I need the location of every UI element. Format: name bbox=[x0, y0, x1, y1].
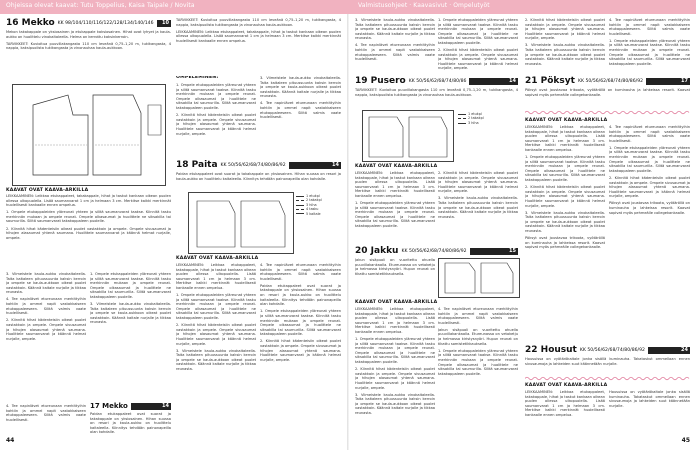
pattern-diagram-20 bbox=[438, 258, 520, 298]
section-number: 19 Pusero bbox=[355, 76, 406, 86]
body-text-18f: 1. Ompele etukappaleiden yläreunat yhteen ja silitä saumanvarat taakse. Kiinnitä tasku merkinnän mukaan ja ompele reunat. Ompele olkasaumat ja huolittele ne siksakilla tai saumurilla. Silitä saumanvarat takakappaleen puolelle. bbox=[260, 309, 341, 337]
body-text-3c: 3. Viimeistele kaula-aukko vinokaitaleella. Taita kaitaleen pituussuunta kaksin kerroin ja ompele se kaula-aukkoon oikeat puolet vastakkain. Käännä kaitale nurjalle ja tikkaa reunasta. bbox=[260, 76, 341, 99]
intro-text: Mekon takakappale on yksiosainen ja etukappale kaksiosainen. Hihat ovat lyhyet ja kaula-aukko on huolittelu vinokaitaleella. Helma on kerrottu kaksinkerroin. bbox=[6, 30, 171, 39]
section-header-22 bbox=[525, 345, 690, 355]
body-text-21d: 3. Viimeistele kaula-aukko vinokaitaleella. Taita kaitaleen pituussuunta kaksin kerroin ja ompele se kaula-aukkoon oikeat puolet vastakkain. Käännä kaitale nurjalle ja tikkaa reunasta. bbox=[525, 210, 605, 233]
left-right-col-top bbox=[176, 18, 341, 74]
section-bar bbox=[289, 162, 341, 169]
legend-line bbox=[296, 196, 304, 197]
section-18-intro bbox=[176, 172, 341, 190]
section-21-intro bbox=[525, 88, 690, 108]
section-20-col-b bbox=[438, 307, 518, 438]
section-20-intro bbox=[355, 258, 435, 298]
body-text-f4: 1. Ompele etukappaleiden yläreunat yhteen ja silitä saumanvarat taakse. Kiinnitä tasku merkinnän mukaan ja ompele reunat. Ompele olkasaumat ja huolittele ne siksakilla tai saumurilla. Silitä saumanvarat takakappaleen puolelle. bbox=[609, 38, 690, 66]
section-21-col-b bbox=[609, 125, 690, 340]
page-number-right: 45 bbox=[681, 437, 690, 444]
header-right-text: Valmistusohjeet · Kaavasivut · Ompelutyöt bbox=[358, 2, 490, 9]
cut-text-20: LEIKKAAMINEN: Leikkaa etukappaleet, takakappale, hihat ja taskut kankaan oikean puolen ollessa ulkopuolella. Lisää saumanvarat 1 cm ja helmaan 3 cm. Merkitse kaikki merkinnät huolellisesti kankaalle ennen ompelua. bbox=[355, 307, 435, 334]
pattern-legend-19 bbox=[458, 112, 484, 125]
body-text-19c: 3. Viimeistele kaula-aukko vinokaitaleella. Taita kaitaleen pituussuunta kaksin kerroin ja ompele se kaula-aukkoon oikeat puolet vastakkain. Käännä kaitale nurjalle ja tikkaa reunasta. bbox=[438, 196, 518, 219]
section-22-col-b bbox=[609, 390, 690, 438]
section-page: 10 bbox=[162, 20, 169, 26]
pattern-diagram-19 bbox=[362, 110, 454, 162]
body-text-20d: 3. Viimeistele kaula-aukko vinokaitaleella. Taita kaitaleen pituussuunta kaksin kerroin ja ompele se kaula-aukkoon oikeat puolet vastakkain. Käännä kaitale nurjalle ja tikkaa reunasta. bbox=[355, 392, 435, 415]
body-text-20e: 4. Tee napinlävet etureunaan merkittyihin kohtiin ja ommel napit vastakkaiseen etukappaleeseen. Silitä valmis vaate huolellisesti. bbox=[438, 307, 518, 325]
pattern-heading-20: KAAVAT OVAT KAAVA-ARKILLA bbox=[355, 300, 438, 305]
section-bar bbox=[646, 78, 690, 85]
section-16-col-c bbox=[6, 404, 86, 438]
section-22-col-a bbox=[525, 390, 605, 438]
pattern-diagram-18 bbox=[188, 192, 294, 254]
legend-item bbox=[296, 212, 322, 216]
body-text-1: 1. Ompele etukappaleiden yläreunat yhteen ja silitä saumanvarat taakse. Kiinnitä tasku merkinnän mukaan ja ompele reunat. Ompele olkasaumat ja huolittele ne siksakilla tai saumurilla. Silitä saumanvarat takakappaleen puolelle. bbox=[6, 210, 171, 224]
body-text-4: 4. Tee napinlävet etureunaan merkittyihin kohtiin ja ommel napit vastakkaiseen etukappaleeseen. Silitä valmis vaate huolellisesti. bbox=[6, 297, 86, 316]
pattern-heading-22: KAAVAT OVAT KAAVA-ARKILLA bbox=[525, 383, 608, 388]
body-text-4c: 4. Tee napinlävet etureunaan merkittyihin kohtiin ja ommel napit vastakkaiseen etukappaleeseen. Silitä valmis vaate huolellisesti. bbox=[260, 101, 341, 120]
body-text-r1: 3. Viimeistele kaula-aukko vinokaitaleella. Taita kaitaleen pituussuunta kaksin kerroin ja ompele se kaula-aukkoon oikeat puolet vastakkain. Käännä kaitale nurjalle ja tikkaa reunasta. bbox=[355, 18, 435, 41]
legend-line bbox=[458, 114, 466, 115]
section-19-intro bbox=[355, 88, 518, 108]
body-text-r4: 2. Kiinnitä hihat kädenteisiin oikeat puolet vastakkain ja ompele. Ompele sivusaumat ja hihojen alasaumat yhtenä saumana. Huolittele saumanvarat ja käännä helmat nurjalle, ompele. bbox=[438, 48, 518, 71]
section-header-16 bbox=[6, 18, 171, 28]
section-22-intro bbox=[525, 357, 690, 375]
legend-label: 1 etukpl bbox=[468, 112, 482, 116]
section-bar bbox=[470, 248, 518, 255]
section-19-col-a bbox=[355, 171, 435, 243]
cut-text-19: LEIKKAAMINEN: Leikkaa etukappaleet, takakappale, hihat ja taskut kankaan oikean puolen ollessa ulkopuolella. Lisää saumanvarat 1 cm ja helmaan 3 cm. Merkitse kaikki merkinnät huolellisesti kankaalle ennen ompelua. bbox=[355, 171, 435, 198]
body-text-r2: 4. Tee napinlävet etureunaan merkittyihin kohtiin ja ommel napit vastakkaiseen etukappaleeseen. Silitä valmis vaate huolellisesti. bbox=[355, 43, 435, 62]
body-text-2: 2. Kiinnitä hihat kädenteisiin oikeat puolet vastakkain ja ompele. Ompele sivusaumat ja hihojen alasaumat yhtenä saumana. Huolittele saumanvarat ja käännä helmat nurjalle, ompele. bbox=[6, 226, 171, 240]
body-text-21b: 1. Ompele etukappaleiden yläreunat yhteen ja silitä saumanvarat taakse. Kiinnitä tasku merkinnän mukaan ja ompele reunat. Ompele olkasaumat ja huolittele ne siksakilla tai saumurilla. Silitä saumanvarat takakappaleen puolelle. bbox=[525, 155, 605, 183]
pattern-drawing bbox=[13, 85, 165, 185]
page-spine bbox=[347, 14, 349, 450]
section-19-col-b bbox=[438, 171, 518, 243]
materials-text-b: TARVIKKEET: Kuvioitua puuvillakangasta 110 cm leveänä 0,75–1,20 m, tukikangasta, 4 nappia, kaksipuolista tukikangasta ja vinonauhaa kaula-aukkoon. bbox=[176, 18, 341, 27]
top-bar bbox=[0, 0, 696, 14]
body-text-f2: 3. Viimeistele kaula-aukko vinokaitaleella. Taita kaitaleen pituussuunta kaksin kerroin ja ompele se kaula-aukkoon oikeat puolet vastakkain. Käännä kaitale nurjalle ja tikkaa reunasta. bbox=[525, 43, 605, 66]
section-20-col-a bbox=[355, 307, 435, 438]
left-right-col-b bbox=[260, 76, 341, 156]
left-right-col-a bbox=[176, 76, 256, 156]
legend-label: 5 kaitale bbox=[306, 211, 321, 216]
section-18-col-a bbox=[176, 263, 256, 438]
section-bar bbox=[648, 347, 690, 354]
body-text-5: Paidan etukappaleet ovat suorat ja takakappale on yksiosainen. Hihan suussa on resori ja kaula-aukko on huolittelu kaitaleella. Kiinnitys tehdään painonapeilla olan kohdalle. bbox=[90, 412, 171, 435]
pattern-heading-19: KAAVAT OVAT KAAVA-ARKILLA bbox=[355, 164, 438, 169]
intro-text-18: Paidan etukappaleet ovat suorat ja takakappale on yksiosainen. Hihan suussa on resori ja kaula-aukko on huolittelu kaitaleella. Kiinnitys tehdään painonapeilla olan kohdalle. bbox=[176, 172, 341, 181]
section-bar bbox=[157, 20, 172, 27]
legend-line bbox=[296, 200, 304, 201]
body-text-22a: Housuissa on vyötärökaitale jonka sisällä kuminauha. Takataskut ommellaan ennen sivusaumoja ja lahkeiden suut käännetään nurjalle. bbox=[525, 357, 690, 366]
legend-label: 3 hiha bbox=[306, 202, 317, 207]
body-text-20a: Jakun sisäpuoli on vuoritettu ohuella puuvillakankaalla. Etureunassa on vetoketju ja helmassa kiristysnyöri. Hupun reunat on tikattu somistetikkauksella. bbox=[355, 258, 435, 276]
body-text-20b: 1. Ompele etukappaleiden yläreunat yhteen ja silitä saumanvarat taakse. Kiinnitä tasku merkinnän mukaan ja ompele reunat. Ompele olkasaumat ja huolittele ne siksakilla tai saumurilla. Silitä saumanvarat takakappaleen puolelle. bbox=[355, 337, 435, 365]
body-text-f3: 4. Tee napinlävet etureunaan merkittyihin kohtiin ja ommel napit vastakkaiseen etukappaleeseen. Silitä valmis vaate huolellisesti. bbox=[609, 18, 690, 36]
body-text-18d: 4. Tee napinlävet etureunaan merkittyihin kohtiin ja ommel napit vastakkaiseen etukappaleeseen. Silitä valmis vaate huolellisesti. bbox=[260, 263, 341, 281]
body-text-21g: 1. Ompele etukappaleiden yläreunat yhteen ja silitä saumanvarat taakse. Kiinnitä tasku merkinnän mukaan ja ompele reunat. Ompele olkasaumat ja huolittele ne siksakilla tai saumurilla. Silitä saumanvarat takakappaleen puolelle. bbox=[609, 145, 690, 173]
section-bar bbox=[469, 78, 518, 85]
body-text-f1: 2. Kiinnitä hihat kädenteisiin oikeat puolet vastakkain ja ompele. Ompele sivusaumat ja hihojen alasaumat yhtenä saumana. Huolittele saumanvarat ja käännä helmat nurjalle, ompele. bbox=[525, 18, 605, 41]
section-number: 22 Housut bbox=[525, 345, 577, 355]
section-number: 18 Paita bbox=[176, 160, 218, 170]
body-text-22b: Housuissa on vyötärökaitale jonka sisällä kuminauha. Takataskut ommellaan ennen sivusaumoja ja lahkeiden suut käännetään nurjalle. bbox=[609, 390, 690, 408]
body-text-21a: Pöksyt ovat joustavaa trikoota, vyötäröllä on kuminauha ja lahkeissa resorit. Kaavat sopivat myös pehmeälle collegekankaalle. bbox=[525, 88, 690, 97]
body-text-2b: 2. Kiinnitä hihat kädenteisiin oikeat puolet vastakkain ja ompele. Ompele sivusaumat ja hihojen alasaumat yhtenä saumana. Huolittele saumanvarat ja käännä helmat nurjalle, ompele. bbox=[6, 318, 86, 341]
body-text-18g: 2. Kiinnitä hihat kädenteisiin oikeat puolet vastakkain ja ompele. Ompele sivusaumat ja hihojen alasaumat yhtenä saumana. Huolittele saumanvarat ja käännä helmat nurjalle, ompele. bbox=[260, 339, 341, 362]
section-16-intro bbox=[6, 30, 171, 82]
section-16-col-b bbox=[90, 272, 171, 402]
body-text-2c: 2. Kiinnitä hihat kädenteisiin oikeat puolet vastakkain ja ompele. Ompele sivusaumat ja hihojen alasaumat yhtenä saumana. Huolittele saumanvarat ja käännä helmat nurjalle, ompele. bbox=[176, 113, 256, 136]
body-text-18e: Paidan etukappaleet ovat suorat ja takakappale on yksiosainen. Hihan suussa on resori ja kaula-aukko on huolittelu kaitaleella. Kiinnitys tehdään painonapeilla olan kohdalle. bbox=[260, 283, 341, 307]
section-16-col-a bbox=[6, 272, 86, 402]
legend-label: 1 etukpl bbox=[306, 194, 320, 198]
legend-line bbox=[296, 205, 304, 206]
section-header-19 bbox=[355, 76, 518, 86]
body-text-18b: 2. Kiinnitä hihat kädenteisiin oikeat puolet vastakkain ja ompele. Ompele sivusaumat ja hihojen alasaumat yhtenä saumana. Huolittele saumanvarat ja käännä helmat nurjalle, ompele. bbox=[176, 323, 256, 346]
sewing-heading: OMPELEMINEN: bbox=[176, 76, 219, 80]
pattern-heading-18: KAAVAT OVAT KAAVA-ARKILLA bbox=[176, 256, 259, 261]
section-code: KK 50/56/62/68/74/80/86/92 bbox=[577, 78, 644, 84]
cut-text-b: LEIKKAAMINEN: Leikkaa etukappaleet, takakappale, hihat ja taskut kankaan oikean puolen ollessa ulkopuolella. Lisää saumanvarat 1 cm ja helmaan 3 cm. Merkitse kaikki merkinnät huolellisesti kankaalle ennen ompelua. bbox=[176, 29, 341, 43]
cut-text: LEIKKAAMINEN: Leikkaa etukappaleet, takakappale, hihat ja taskut kankaan oikean puolen ollessa ulkopuolella. Lisää saumanvarat 1 cm ja helmaan 3 cm. Merkitse kaikki merkinnät huolellisesti kankaalle ennen ompelua. bbox=[6, 194, 171, 208]
section-bar bbox=[131, 403, 171, 410]
section-16-body bbox=[6, 194, 171, 270]
section-number: 16 Mekko bbox=[6, 18, 55, 28]
header-left-text: Ohjeissa olevat kaavat: Tutu Toppelius, Kaisa Taipale / Novita bbox=[6, 2, 195, 9]
body-text-19a: 1. Ompele etukappaleiden yläreunat yhteen ja silitä saumanvarat taakse. Kiinnitä tasku merkinnän mukaan ja ompele reunat. Ompele olkasaumat ja huolittele ne siksakilla tai saumurilla. Silitä saumanvarat takakappaleen puolelle. bbox=[355, 201, 435, 229]
legend-label: 2 takakpl bbox=[306, 198, 322, 203]
legend-line bbox=[458, 123, 466, 124]
pattern-diagram-16 bbox=[12, 84, 166, 186]
pattern-legend-18 bbox=[296, 194, 322, 216]
body-text-1c: 1. Ompele etukappaleiden yläreunat yhteen ja silitä saumanvarat taakse. Kiinnitä tasku merkinnän mukaan ja ompele reunat. Ompele olkasaumat ja huolittele ne siksakilla tai saumurilla. Silitä saumanvarat takakappaleen puolelle. bbox=[176, 83, 256, 111]
right-far-col-a-top bbox=[525, 18, 605, 74]
section-header-17 bbox=[90, 402, 171, 410]
section-18-col-b bbox=[260, 263, 341, 438]
section-page: 17 bbox=[681, 78, 688, 84]
cut-text-18: LEIKKAAMINEN: Leikkaa etukappaleet, takakappale, hihat ja taskut kankaan oikean puolen ollessa ulkopuolella. Lisää saumanvarat 1 cm ja helmaan 3 cm. Merkitse kaikki merkinnät huolellisesti kankaalle ennen ompelua. bbox=[176, 263, 256, 290]
legend-label: 2 takakpl bbox=[468, 116, 484, 121]
body-text-20c: 2. Kiinnitä hihat kädenteisiin oikeat puolet vastakkain ja ompele. Ompele sivusaumat ja hihojen alasaumat yhtenä saumana. Huolittele saumanvarat ja käännä helmat nurjalle, ompele. bbox=[355, 367, 435, 390]
section-code: KK 50/56/62/68/74/80/86/92 bbox=[401, 248, 467, 254]
section-page: 24 bbox=[681, 347, 688, 353]
section-code: KK 50/56/62/68/74/80/86/92 bbox=[220, 162, 286, 168]
pattern-drawing bbox=[363, 111, 453, 161]
body-text-21c: 2. Kiinnitä hihat kädenteisiin oikeat puolet vastakkain ja ompele. Ompele sivusaumat ja hihojen alasaumat yhtenä saumana. Huolittele saumanvarat ja käännä helmat nurjalle, ompele. bbox=[525, 185, 605, 208]
right-col-a-top bbox=[355, 18, 435, 74]
legend-line bbox=[296, 213, 304, 214]
section-page: 15 bbox=[509, 248, 516, 254]
legend-line bbox=[296, 209, 304, 210]
section-number: 21 Pöksyt bbox=[525, 76, 575, 86]
legend-item bbox=[458, 121, 484, 125]
section-number: 20 Jakku bbox=[355, 246, 399, 256]
cut-text-21: LEIKKAAMINEN: Leikkaa etukappaleet, takakappale, hihat ja taskut kankaan oikean puolen ollessa ulkopuolella. Lisää saumanvarat 1 cm ja helmaan 3 cm. Merkitse kaikki merkinnät huolellisesti kankaalle ennen ompelua. bbox=[525, 125, 605, 152]
pattern-drawing bbox=[439, 259, 519, 297]
body-text-20f: Jakun sisäpuoli on vuoritettu ohuella puuvillakankaalla. Etureunassa on vetoketju ja helmassa kiristysnyöri. Hupun reunat on tikattu somistetikkauksella. bbox=[438, 327, 518, 346]
section-code: KK 50/56/62/68/74/80/86 bbox=[408, 78, 467, 84]
section-header-21 bbox=[525, 76, 690, 86]
section-code: KK 50/56/62/68/74/80/86/92 bbox=[579, 347, 645, 353]
pattern-heading-21: KAAVAT OVAT KAAVA-ARKILLA bbox=[525, 118, 608, 123]
body-text-19b: 2. Kiinnitä hihat kädenteisiin oikeat puolet vastakkain ja ompele. Ompele sivusaumat ja hihojen alasaumat yhtenä saumana. Huolittele saumanvarat ja käännä helmat nurjalle, ompele. bbox=[438, 171, 518, 194]
section-header-18 bbox=[176, 160, 341, 170]
materials-text-19: TARVIKKEET: Kuvioitua puuvillakangasta 110 cm leveänä 0,75–1,20 m, tukikangasta, 4 nappia, kaksipuolista tukikangasta ja vinonauhaa kaula-aukkoon. bbox=[355, 88, 518, 97]
section-21-col-a bbox=[525, 125, 605, 340]
wavy-divider bbox=[525, 110, 690, 115]
legend-label: 4 tasku bbox=[306, 207, 319, 212]
body-text-21i: Pöksyt ovat joustavaa trikoota, vyötäröllä on kuminauha ja lahkeissa resorit. Kaavat sopivat myös pehmeälle collegekankaalle. bbox=[609, 201, 690, 215]
section-header-20 bbox=[355, 246, 518, 256]
pattern-heading: KAAVAT OVAT KAAVA-ARKILLA bbox=[6, 188, 89, 193]
legend-label: 3 hiha bbox=[468, 120, 479, 125]
section-code: KK 98/104/110/116/122/128/134/140/146 bbox=[57, 20, 154, 26]
cut-text-22: LEIKKAAMINEN: Leikkaa etukappaleet, takakappale, hihat ja taskut kankaan oikean puolen ollessa ulkopuolella. Lisää saumanvarat 1 cm ja helmaan 3 cm. Merkitse kaikki merkinnät huolellisesti kankaalle ennen ompelua. bbox=[525, 390, 605, 417]
body-text-4b: 4. Tee napinlävet etureunaan merkittyihin kohtiin ja ommel napit vastakkaiseen etukappaleeseen. Silitä valmis vaate huolellisesti. bbox=[6, 404, 86, 422]
pattern-drawing bbox=[189, 193, 293, 253]
body-text-18a: 1. Ompele etukappaleiden yläreunat yhteen ja silitä saumanvarat taakse. Kiinnitä tasku merkinnän mukaan ja ompele reunat. Ompele olkasaumat ja huolittele ne siksakilla tai saumurilla. Silitä saumanvarat takakappaleen puolelle. bbox=[176, 293, 256, 321]
page-number-left: 44 bbox=[6, 437, 15, 444]
section-page: 14 bbox=[332, 162, 339, 168]
body-text-21e: Pöksyt ovat joustavaa trikoota, vyötäröllä on kuminauha ja lahkeissa resorit. Kaavat sopivat myös pehmeälle collegekankaalle. bbox=[525, 236, 605, 250]
wavy-divider bbox=[525, 376, 690, 381]
section-number: 17 Mekko bbox=[90, 402, 128, 410]
right-far-col-b-top bbox=[609, 18, 690, 74]
right-col-b-top bbox=[438, 18, 518, 74]
body-text-r3: 1. Ompele etukappaleiden yläreunat yhteen ja silitä saumanvarat taakse. Kiinnitä tasku merkinnän mukaan ja ompele reunat. Ompele olkasaumat ja huolittele ne siksakilla tai saumurilla. Silitä saumanvarat takakappaleen puolelle. bbox=[438, 18, 518, 45]
body-text-21h: 2. Kiinnitä hihat kädenteisiin oikeat puolet vastakkain ja ompele. Ompele sivusaumat ja hihojen alasaumat yhtenä saumana. Huolittele saumanvarat ja käännä helmat nurjalle, ompele. bbox=[609, 175, 690, 199]
materials-text: TARVIKKEET: Kuvioitua puuvillakangasta 110 cm leveänä 0,75–1,20 m, tukikangasta, 4 nappia, kaksipuolista tukikangasta ja vinonauhaa kaula-aukkoon. bbox=[6, 41, 171, 51]
legend-line bbox=[458, 118, 466, 119]
section-page: 14 bbox=[509, 78, 516, 84]
section-page: 14 bbox=[162, 403, 169, 409]
body-text-1b: 1. Ompele etukappaleiden yläreunat yhteen ja silitä saumanvarat taakse. Kiinnitä tasku merkinnän mukaan ja ompele reunat. Ompele olkasaumat ja huolittele ne siksakilla tai saumurilla. Silitä saumanvarat takakappaleen puolelle. bbox=[90, 272, 171, 299]
body-text-21f: 4. Tee napinlävet etureunaan merkittyihin kohtiin ja ommel napit vastakkaiseen etukappaleeseen. Silitä valmis vaate huolellisesti. bbox=[609, 125, 690, 143]
body-text-20g: 1. Ompele etukappaleiden yläreunat yhteen ja silitä saumanvarat taakse. Kiinnitä tasku merkinnän mukaan ja ompele reunat. Ompele olkasaumat ja huolittele ne siksakilla tai saumurilla. Silitä saumanvarat takakappaleen puolelle. bbox=[438, 348, 518, 376]
body-text-3b: 3. Viimeistele kaula-aukko vinokaitaleella. Taita kaitaleen pituussuunta kaksin kerroin ja ompele se kaula-aukkoon oikeat puolet vastakkain. Käännä kaitale nurjalle ja tikkaa reunasta. bbox=[90, 302, 171, 325]
body-text-3: 3. Viimeistele kaula-aukko vinokaitaleella. Taita kaitaleen pituussuunta kaksin kerroin ja ompele se kaula-aukkoon oikeat puolet vastakkain. Käännä kaitale nurjalle ja tikkaa reunasta. bbox=[6, 272, 86, 295]
section-17-body bbox=[90, 412, 171, 438]
body-text-18c: 3. Viimeistele kaula-aukko vinokaitaleella. Taita kaitaleen pituussuunta kaksin kerroin ja ompele se kaula-aukkoon oikeat puolet vastakkain. Käännä kaitale nurjalle ja tikkaa reunasta. bbox=[176, 348, 256, 371]
